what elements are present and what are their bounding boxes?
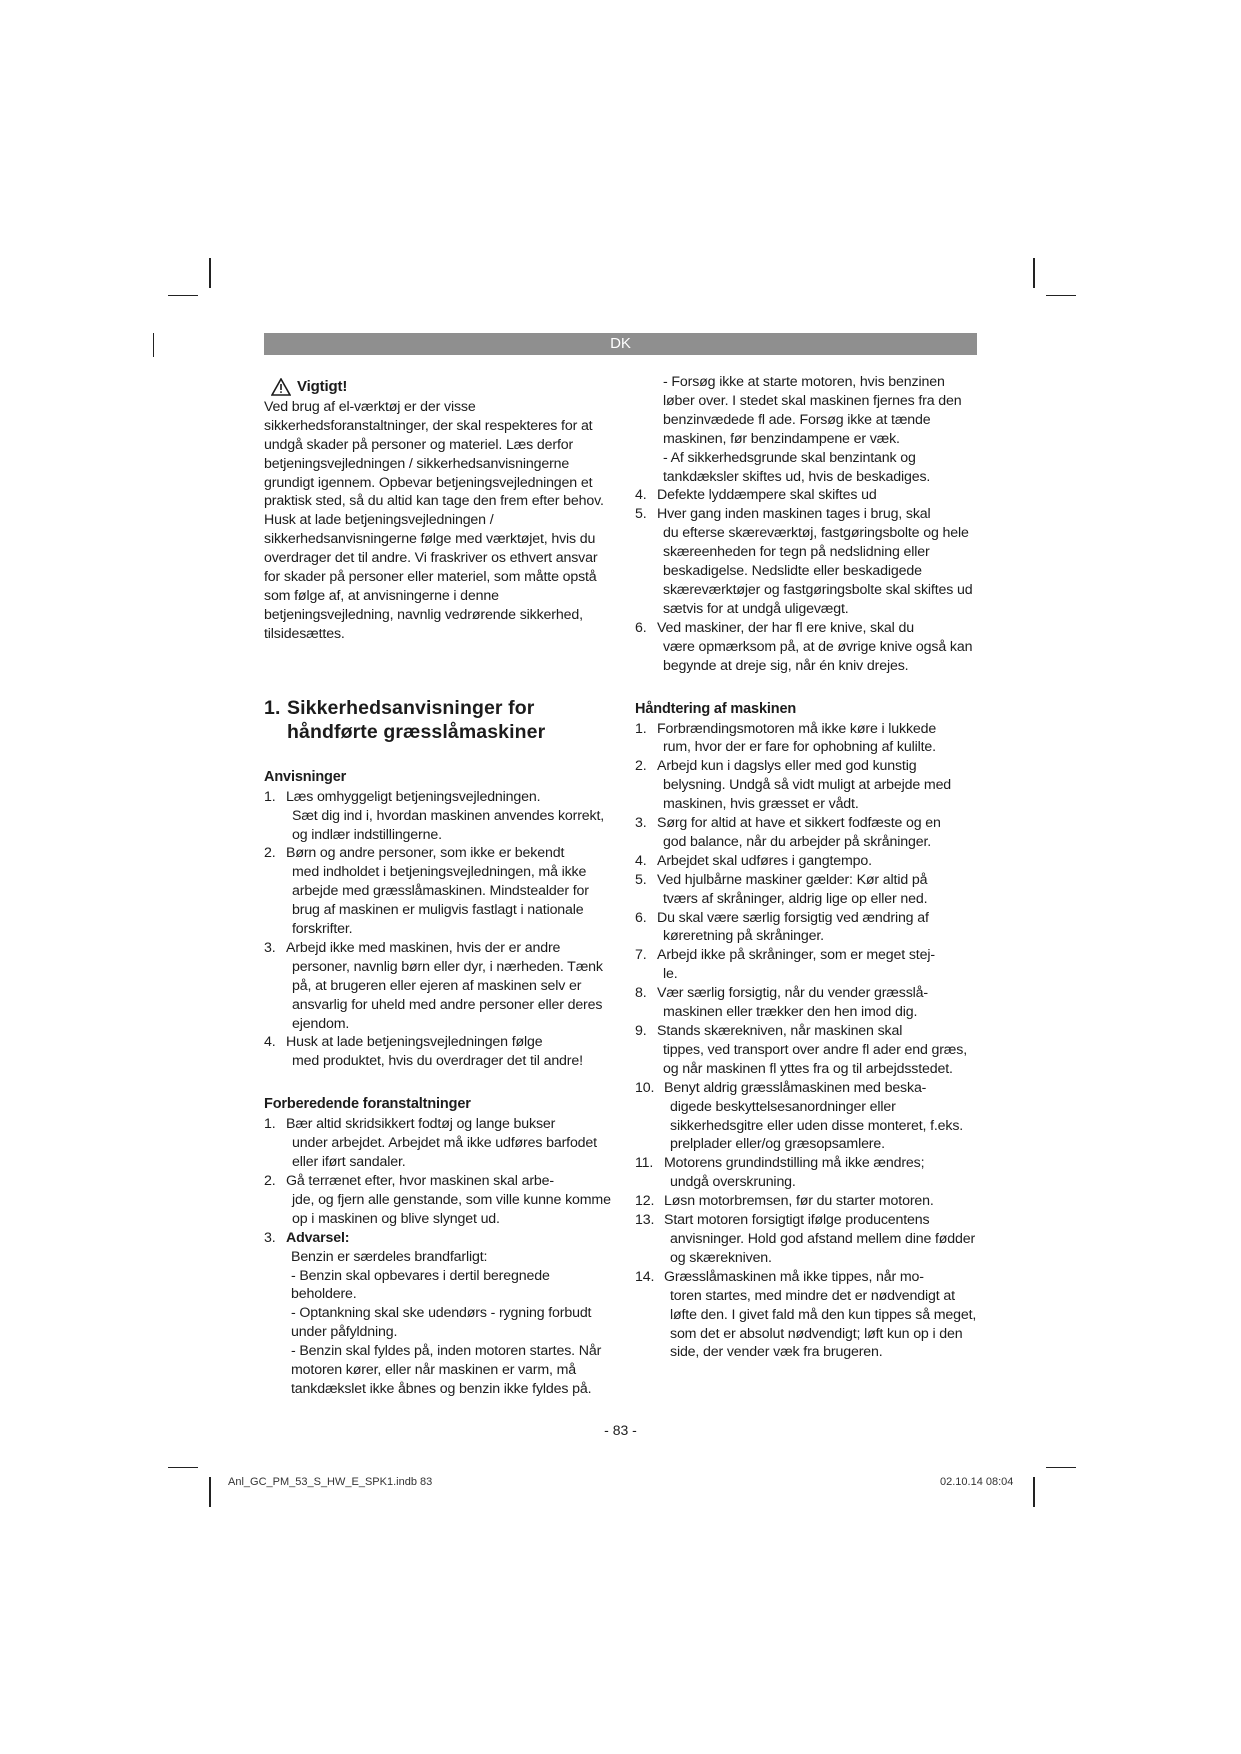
- list-item: [635, 984, 980, 1022]
- item-text-cont: personer, navnlig børn eller dyr, i nærheden. Tænk på, at brugeren eller ejeren af maskinen selv er ansvarlig for uheld med andre personer eller deres ejendom.: [292, 958, 603, 1032]
- item-number: 6.: [635, 909, 647, 926]
- crop-mark: [209, 258, 211, 288]
- item-number: 4.: [635, 487, 647, 504]
- item-text-cont: god balance, når du arbejder på skråninger.: [663, 833, 932, 850]
- item-text: Arbejdet skal udføres i gangtempo.: [657, 852, 872, 869]
- crop-mark: [153, 333, 154, 357]
- handtering-list: [635, 720, 980, 1079]
- item-number: 3.: [264, 1229, 276, 1246]
- list-item: [635, 1192, 980, 1211]
- item-number: 9.: [635, 1023, 647, 1039]
- item-number: 3.: [264, 939, 276, 956]
- crop-mark: [1033, 1477, 1035, 1507]
- list-item: [264, 1172, 616, 1229]
- item-text-cont: le.: [663, 966, 678, 983]
- item-text-cont: maskinen eller trækker den hen imod dig.: [663, 1004, 918, 1021]
- list-item: [635, 1022, 980, 1079]
- item-text: Stands skærekniven, når maskinen skal: [657, 1023, 903, 1039]
- item-text: Start motoren forsigtigt ifølge producentens: [664, 1212, 930, 1229]
- crop-mark: [1046, 1467, 1076, 1468]
- item-text: Defekte lyddæmpere skal skiftes ud: [657, 487, 877, 504]
- item-number: 11.: [635, 1155, 654, 1172]
- list-item: [635, 946, 980, 984]
- item-number: 4.: [264, 1034, 276, 1051]
- item-text: Forbrændingsmotoren må ikke køre i lukkede: [657, 720, 937, 737]
- item-text: Ved maskiner, der har fl ere knive, skal du: [657, 619, 914, 636]
- item-text-cont: under arbejdet. Arbejdet må ikke udføres barfodet eller iført sandaler.: [292, 1135, 597, 1171]
- item-text-cont: tværs af skråninger, aldrig lige op eller ned.: [663, 890, 928, 907]
- item-text-cont: med indholdet i betjeningsvejledningen, må ikke arbejde med græsslåmaskinen. Mindstealder for brug af maskinen er muligvis fastlagt i nationale forskrifter.: [292, 864, 589, 938]
- item-number: 5.: [635, 871, 647, 888]
- item-text-cont: undgå overskruning.: [670, 1174, 796, 1191]
- item-number: 1.: [264, 1116, 276, 1133]
- item-text-cont: digede beskyttelsesanordninger eller sikkerhedsgitre eller uden disse monteret, f.eks. prelplader eller/og græsopsamlere.: [670, 1098, 964, 1153]
- warning-paragraph: Ved brug af el-værktøj er der visse sikkerhedsforanstaltninger, der skal respekteres for at undgå skader på personer og materiel. Læs derfor betjeningsvejledningen / sikkerhedsanvisningerne grundigt igennem. Opbevar betjeningsvejledningen et praktisk sted, så du altid kan tage den frem efter behov. Husk at lade betjeningsvejledningen / sikkerhedsanvisningerne følge med værktøjet, hvis du overdrager det til andre. Vi fraskriver os ethvert ansvar for skader på personer eller materiel, som måtte opstå som følge af, at anvisningerne i denne betjeningsvejledning, navnlig vedrørende sikkerhed, tilsidesættes.: [264, 398, 604, 642]
- item-text-cont: rum, hvor der er fare for ophobning af kulilte.: [663, 739, 936, 756]
- item-number: 14.: [635, 1268, 655, 1285]
- warning-triangle-icon: [271, 378, 291, 396]
- advarsel-line: - Optankning skal ske udendørs - rygning forbudt under påfyldning.: [291, 1305, 592, 1341]
- item-text-cont: Sæt dig ind i, hvordan maskinen anvendes korrekt, og indlær indstillingerne.: [292, 807, 605, 843]
- item-text: Vær særlig forsigtig, når du vender græsslå-: [657, 985, 928, 1002]
- item-text-cont: toren startes, med mindre det er nødvendigt at løfte den. I givet fald må den kun tippes så meget, som det er absolut nødvendigt; løft kun op i den side, der vender væk fra brugeren.: [670, 1287, 977, 1361]
- list-item: [635, 852, 980, 871]
- item-number: 7.: [635, 947, 647, 964]
- list-item: [264, 788, 616, 845]
- item-text: Gå terrænet efter, hvor maskinen skal arbe-: [286, 1173, 554, 1189]
- item-text: Løsn motorbremsen, før du starter motoren.: [664, 1193, 934, 1210]
- item-number: 4.: [635, 852, 647, 869]
- advarsel-line: - Benzin skal opbevares i dertil beregnede beholdere.: [291, 1267, 550, 1303]
- item-text: Arbejd ikke med maskinen, hvis der er andre: [286, 939, 561, 956]
- list-item: [635, 1154, 980, 1192]
- item-text-cont: belysning. Undgå så vidt muligt at arbejde med maskinen, hvis græsset er vådt.: [663, 777, 952, 813]
- list-item: [635, 505, 980, 618]
- item-number: 2.: [264, 1173, 276, 1189]
- anvisninger-heading: Anvisninger: [264, 768, 347, 785]
- list-item: [264, 1115, 616, 1172]
- item-text-cont: du efterse skæreværktøj, fastgøringsbolte og hele skæreenheden for tegn på nedslidning eller beskadigelse. Nedslidte eller beskadigede skæreværktøjer og fastgøringsbolte skal skiftes ud sætvis for at undgå uligevægt.: [663, 525, 973, 617]
- item-text: Arbejd kun i dagslys eller med god kunstig: [657, 758, 917, 775]
- item-text-cont: med produktet, hvis du overdrager det til andre!: [292, 1053, 583, 1070]
- list-item: [264, 844, 616, 939]
- item-text: Benyt aldrig græsslåmaskinen med beska-: [664, 1079, 927, 1096]
- item-text-cont: være opmærksom på, at de øvrige knive også kan begynde at dreje sig, når én kniv drejes.: [663, 638, 973, 674]
- benzin-line: - Forsøg ikke at starte motoren, hvis benzinen løber over. I stedet skal maskinen fjernes fra den benzinvædede fl ade. Forsøg ikke at tænde maskinen, før benzindampene er væk.: [663, 374, 962, 447]
- item-text: Hver gang inden maskinen tages i brug, skal: [657, 506, 931, 523]
- item-text: Bær altid skridsikkert fodtøj og lange bukser: [286, 1116, 556, 1133]
- item-number: 6.: [635, 619, 647, 636]
- item-text: Husk at lade betjeningsvejledningen følge: [286, 1034, 543, 1051]
- section-heading: [264, 696, 616, 744]
- item-text: Arbejd ikke på skråninger, som er meget stej-: [657, 947, 935, 964]
- item-text-cont: jde, og fjern alle genstande, som ville kunne komme op i maskinen og blive slynget ud.: [292, 1191, 611, 1227]
- list-item: [635, 720, 980, 758]
- item-text: Læs omhyggeligt betjeningsvejledningen.: [286, 788, 541, 805]
- item-text: Børn og andre personer, som ikke er bekendt: [286, 845, 565, 862]
- item-number: 1.: [264, 788, 276, 805]
- crop-mark: [209, 1477, 211, 1507]
- page-number: - 83 -: [604, 1422, 637, 1438]
- left-column: [264, 378, 616, 1399]
- item-number: 8.: [635, 985, 647, 1002]
- list-item: [635, 757, 980, 814]
- language-code: DK: [610, 335, 631, 352]
- handtering-heading: Håndtering af maskinen: [635, 700, 797, 717]
- item-text-cont: anvisninger. Hold god afstand mellem dine fødder og skærekniven.: [670, 1230, 976, 1266]
- advarsel-line: - Benzin skal fyldes på, inden motoren startes. Når motoren kører, eller når maskinen er varm, må tankdækslet ikke åbnes og benzin ikke fyldes på.: [291, 1343, 602, 1397]
- item-text: Motorens grundindstilling må ikke ændres;: [664, 1155, 925, 1172]
- list-item: [635, 1211, 980, 1268]
- anvisninger-list: [264, 788, 616, 1072]
- handtering-list-2: [635, 1079, 980, 1363]
- warning-title: [271, 378, 616, 397]
- item-number: 10.: [635, 1079, 655, 1096]
- item-number: 1.: [635, 720, 647, 737]
- crop-mark: [168, 295, 198, 296]
- item-number: 2.: [264, 845, 276, 862]
- advarsel-title: Advarsel:: [286, 1229, 350, 1246]
- forberedende-list: [264, 1115, 616, 1247]
- language-header-bar: [264, 333, 977, 355]
- crop-mark: [1033, 258, 1035, 288]
- item-text: Sørg for altid at have et sikkert fodfæste og en: [657, 815, 941, 832]
- list-item: [635, 619, 980, 676]
- benzin-continued: [635, 373, 980, 486]
- crop-mark: [168, 1467, 198, 1468]
- list-item: [264, 939, 616, 1034]
- footer-timestamp: 02.10.14 08:04: [940, 1476, 1014, 1488]
- list-item: [635, 1079, 980, 1155]
- list-item: [635, 814, 980, 852]
- benzin-line: - Af sikkerhedsgrunde skal benzintank og tankdæksler skiftes ud, hvis de beskadiges.: [663, 449, 931, 485]
- item-number: 2.: [635, 758, 647, 775]
- warning-title-text: Vigtigt!: [297, 378, 348, 395]
- list-item: [635, 909, 980, 947]
- item-text-cont: køreretning på skråninger.: [663, 928, 824, 945]
- forberedende-heading: Forberedende foranstaltninger: [264, 1096, 471, 1113]
- list-item: [264, 1033, 616, 1071]
- right-column: [635, 373, 980, 1362]
- list-item: [635, 486, 980, 505]
- crop-mark: [1046, 295, 1076, 296]
- advarsel-line: Benzin er særdeles brandfarligt:: [291, 1248, 488, 1265]
- item-text: Ved hjulbårne maskiner gælder: Kør altid på: [657, 871, 928, 888]
- item-number: 12.: [635, 1193, 655, 1210]
- item-number: 5.: [635, 506, 647, 523]
- list-item: [635, 1268, 980, 1363]
- list-item: [635, 871, 980, 909]
- advarsel-block: [264, 1248, 616, 1399]
- item-text: Græsslåmaskinen må ikke tippes, når mo-: [664, 1268, 924, 1285]
- section-title: Sikkerhedsanvisninger for håndførte græsslåmaskiner: [287, 696, 546, 743]
- forberedende-list-continued: [635, 486, 980, 675]
- item-text: Du skal være særlig forsigtig ved ændring af: [657, 909, 929, 926]
- item-number: 13.: [635, 1212, 655, 1229]
- section-number: 1.: [264, 696, 281, 719]
- footer-filename: Anl_GC_PM_53_S_HW_E_SPK1.indb 83: [228, 1476, 433, 1488]
- item-text-cont: tippes, ved transport over andre fl ader end græs, og når maskinen fl yttes fra og til arbejdsstedet.: [663, 1041, 968, 1077]
- list-item: [264, 1229, 616, 1248]
- item-number: 3.: [635, 815, 647, 832]
